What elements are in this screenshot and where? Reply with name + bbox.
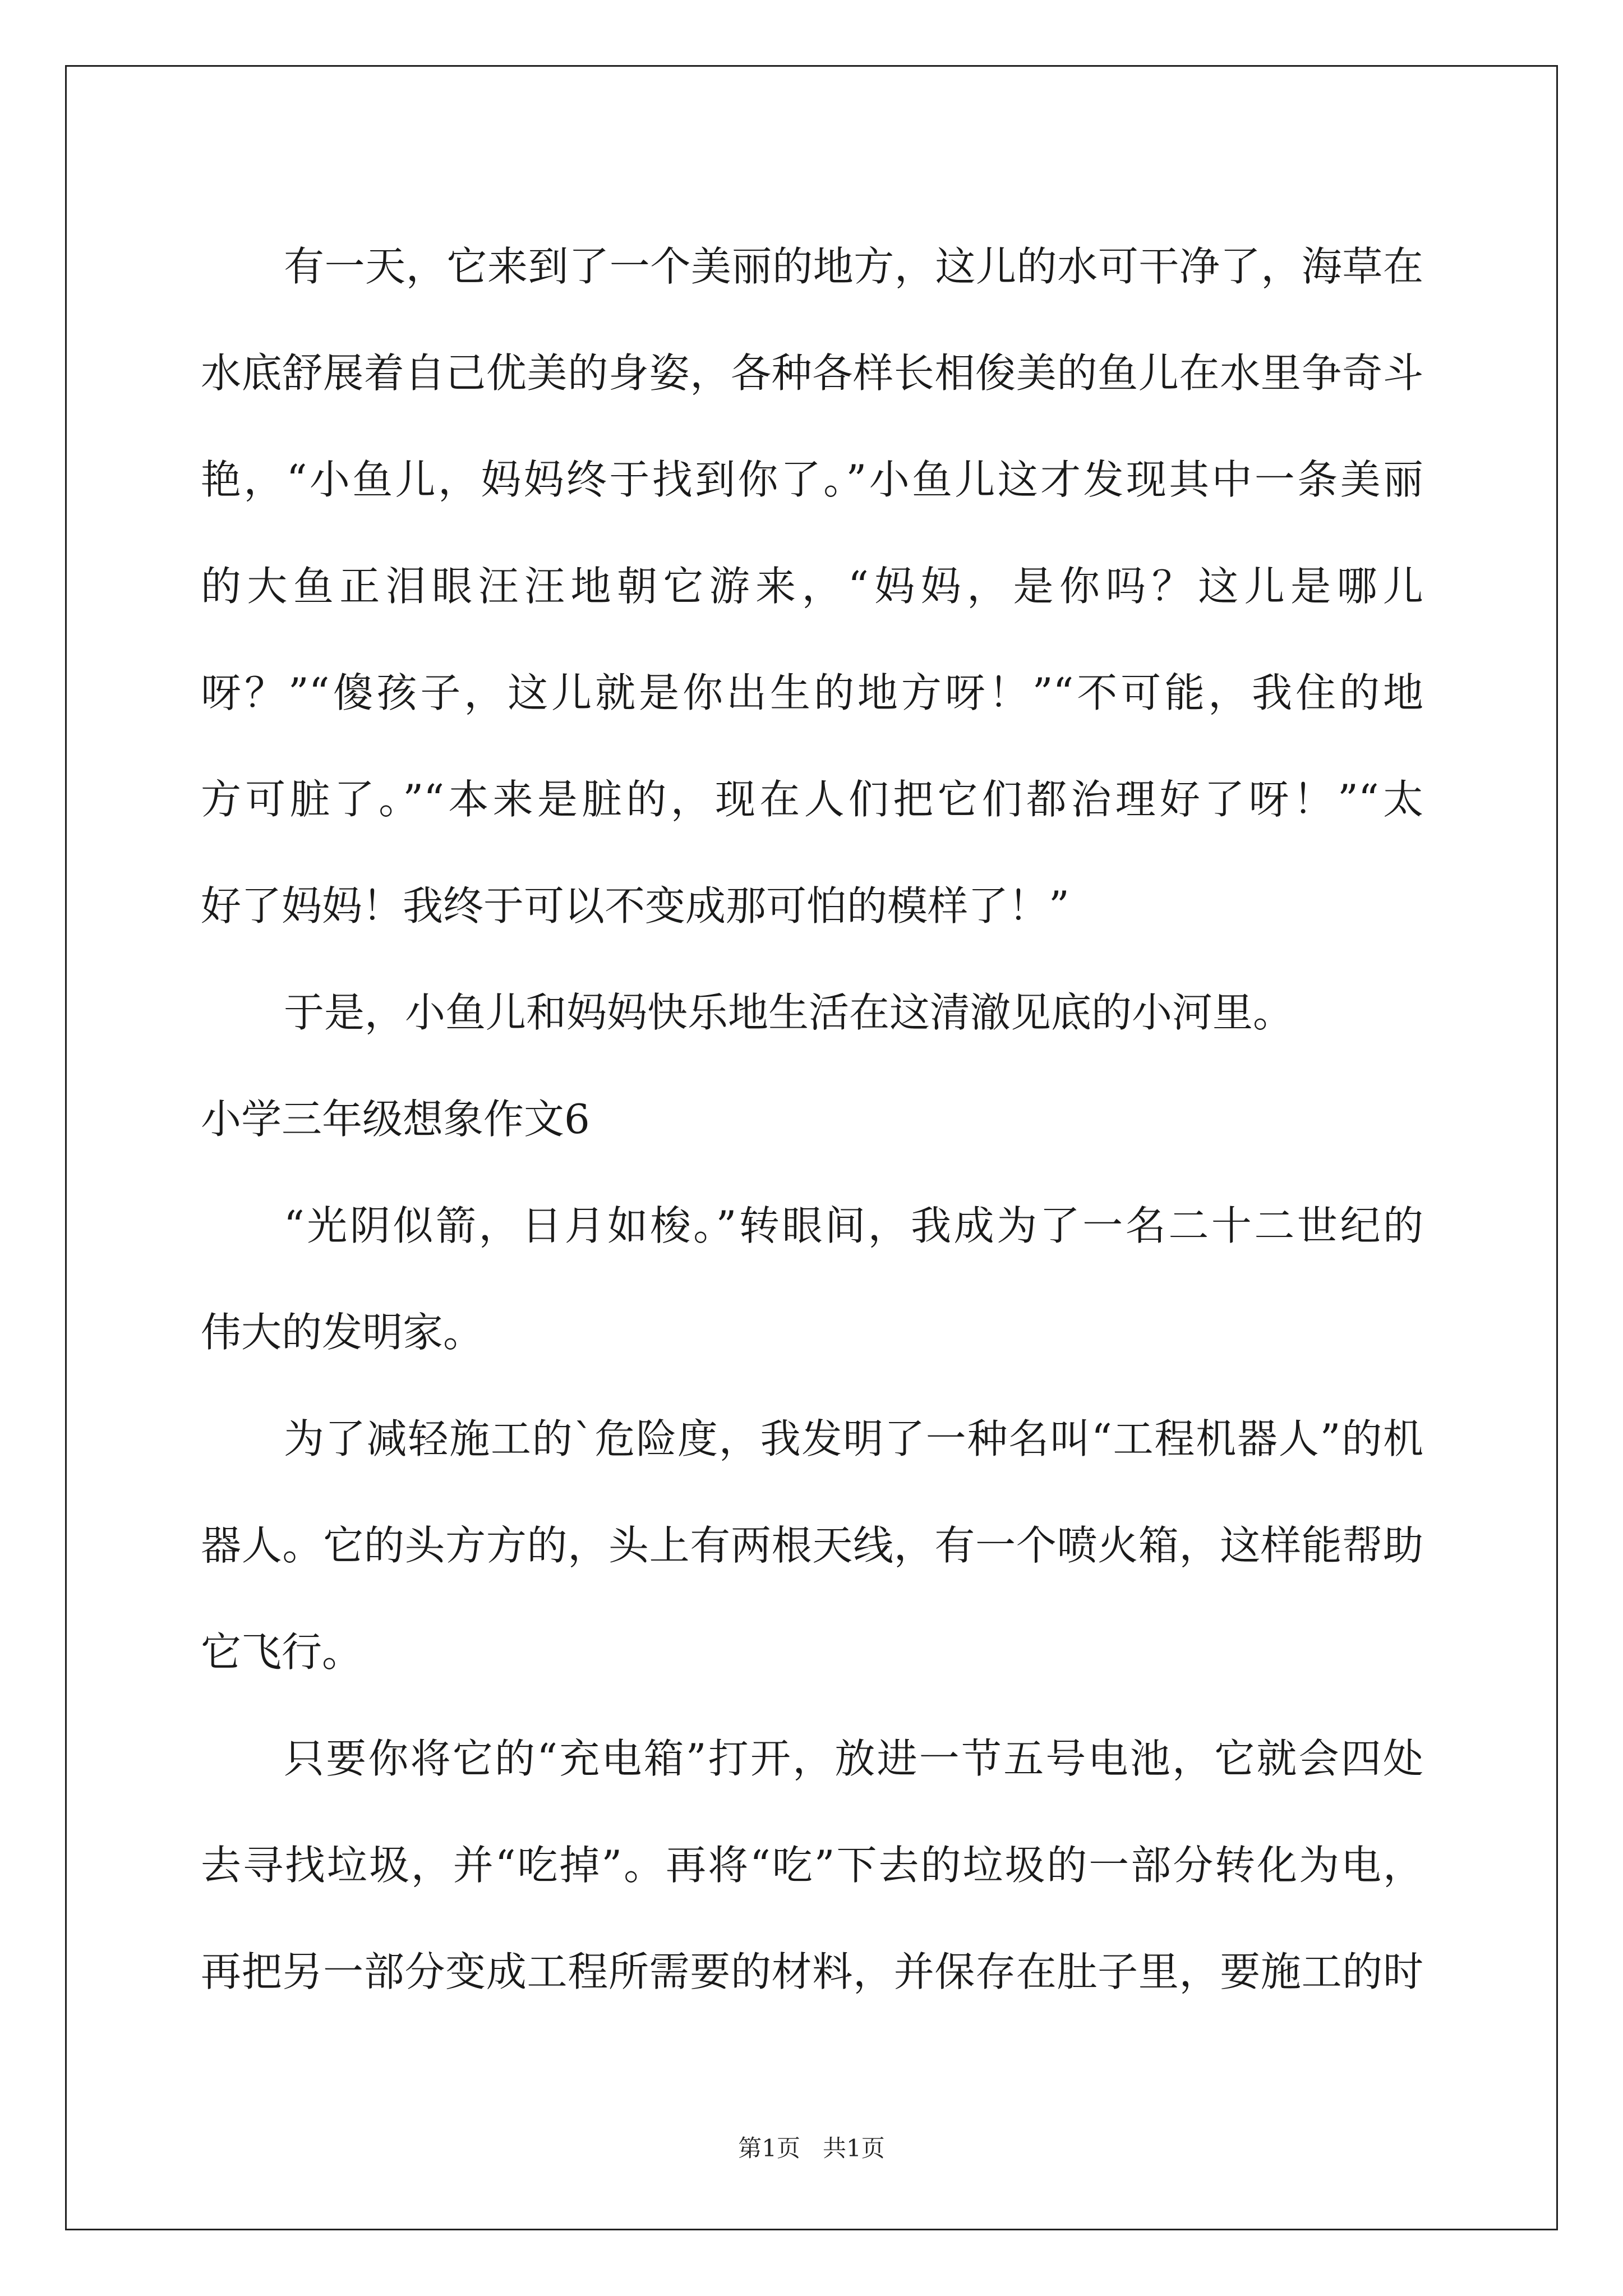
text-line-12: 为了减轻施工的`危险度，我发明了一种名叫“工程机器人”的机 [284, 1415, 1423, 1462]
text-line-16: 去寻找垃圾，并“吃掉”。再将“吃”下去的垃圾的一部分转化为电， [201, 1842, 1423, 1889]
page-number: 第1页 [738, 2134, 800, 2162]
text-line-11: 伟大的发明家。 [201, 1309, 484, 1356]
text-line-5: 呀？”“傻孩子，这儿就是你出生的地方呀！”“不可能，我住的地 [201, 669, 1423, 716]
document-body [201, 213, 1423, 2025]
text-line-2: 水底舒展着自己优美的身姿，各种各样长相俊美的鱼儿在水里争奇斗 [201, 349, 1423, 397]
text-line-8: 于是，小鱼儿和妈妈快乐地生活在这清澈见底的小河里。 [284, 989, 1294, 1036]
text-line-7: 好了妈妈！我终于可以不变成那可怕的模样了！” [201, 882, 1069, 930]
text-line-15: 只要你将它的“充电箱”打开，放进一节五号电池，它就会四处 [284, 1735, 1423, 1782]
text-line-10: “光阴似箭，日月如梭。”转眼间，我成为了一名二十二世纪的 [284, 1202, 1423, 1249]
text-line-17: 再把另一部分变成工程所需要的材料，并保存在肚子里，要施工的时 [201, 1948, 1423, 1995]
text-line-13: 器人。它的头方方的，头上有两根天线，有一个喷火箱，这样能帮助 [201, 1522, 1423, 1569]
text-line-3: 艳，“小鱼儿，妈妈终于找到你了。”小鱼儿这才发现其中一条美丽 [201, 456, 1423, 503]
text-line-14: 它飞行。 [201, 1628, 363, 1676]
section-heading: 小学三年级想象作文6 [201, 1096, 590, 1143]
text-line-1: 有一天，它来到了一个美丽的地方，这儿的水可干净了，海草在 [284, 243, 1423, 290]
text-line-4: 的大鱼正泪眼汪汪地朝它游来，“妈妈，是你吗？这儿是哪儿 [201, 563, 1423, 610]
page-total: 共1页 [823, 2134, 885, 2162]
text-line-6: 方可脏了。”“本来是脏的，现在人们把它们都治理好了呀！”“太 [201, 776, 1423, 823]
page-footer [0, 2132, 1623, 2165]
